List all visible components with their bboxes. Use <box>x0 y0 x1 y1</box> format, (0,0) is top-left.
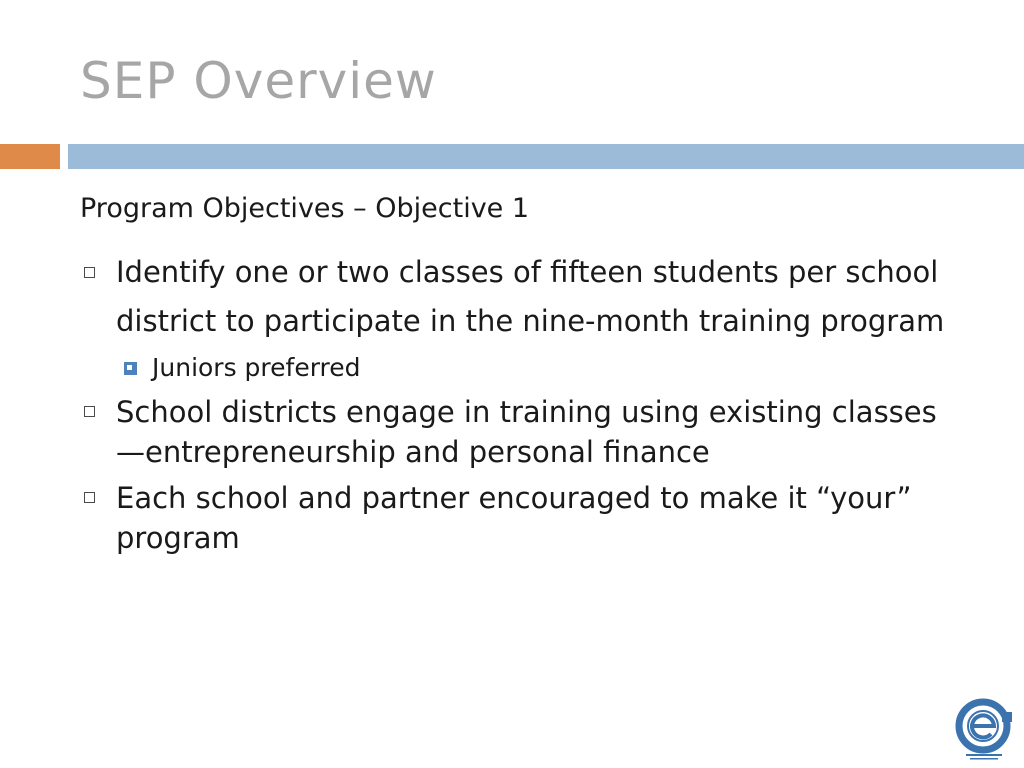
square-bullet-icon <box>84 267 95 278</box>
accent-bar-blue <box>68 144 1024 169</box>
bullet-list <box>80 248 960 558</box>
e3-logo-icon <box>950 690 1016 762</box>
filled-square-bullet-icon <box>124 362 137 375</box>
bullet-text: Identify one or two classes of fifteen students per school district to participate in the nine-month training program <box>116 255 945 338</box>
bullet-item <box>80 478 960 558</box>
accent-bar-orange <box>0 144 60 169</box>
bullet-text: Each school and partner encouraged to make it “your” program <box>116 481 912 555</box>
bullet-item <box>80 248 960 346</box>
square-bullet-icon <box>84 406 95 417</box>
slide-title: SEP Overview <box>80 52 437 110</box>
bullet-text: School districts engage in training using existing classes—entrepreneurship and personal finance <box>116 395 937 469</box>
sub-bullet-text: Juniors preferred <box>152 353 361 382</box>
section-subheading: Program Objectives – Objective 1 <box>80 193 530 224</box>
bullet-item <box>80 392 960 472</box>
sub-bullet-item <box>80 348 960 388</box>
square-bullet-icon <box>84 492 95 503</box>
